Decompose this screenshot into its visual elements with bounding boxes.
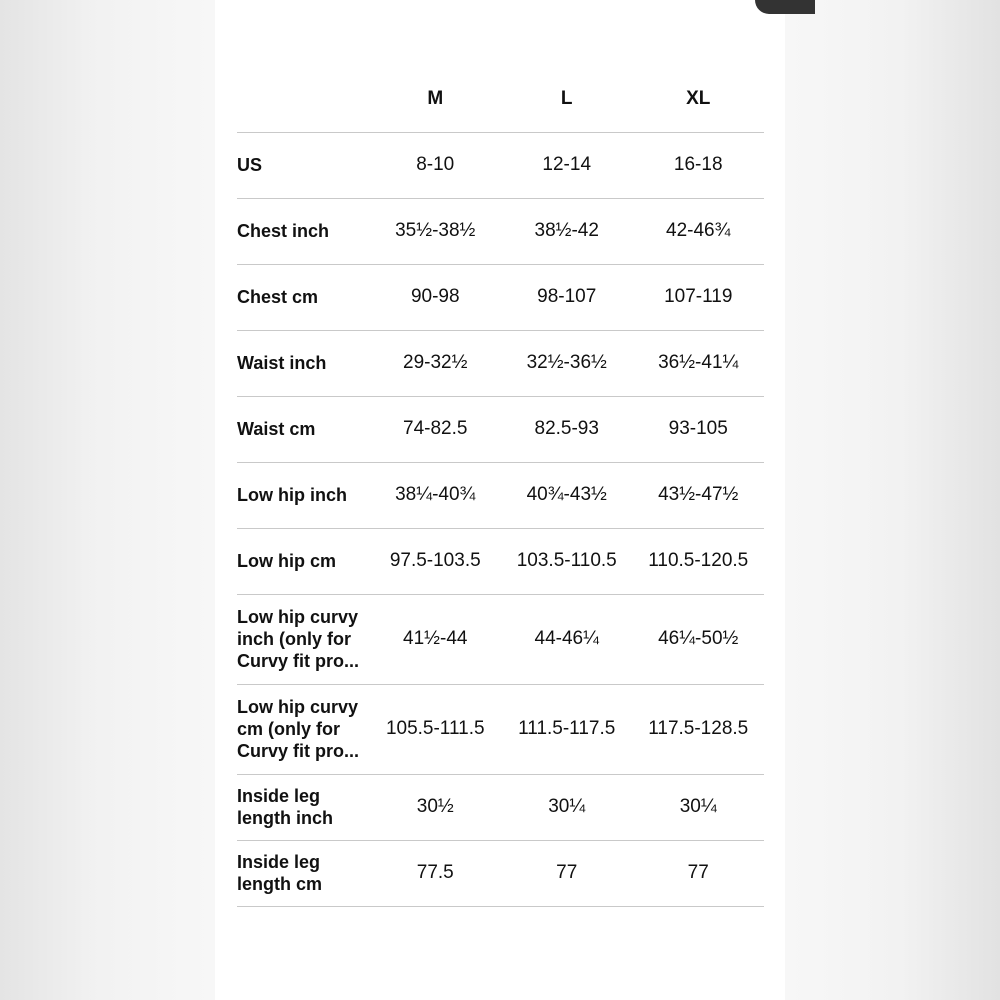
cell-m: 74-82.5 <box>370 396 501 462</box>
table-row <box>237 330 764 396</box>
cell-l: 82.5-93 <box>501 396 632 462</box>
cell-xl: 93-105 <box>632 396 764 462</box>
table-row <box>237 684 764 774</box>
cell-l: 30¼ <box>501 774 632 840</box>
cell-xl: 107-119 <box>632 264 764 330</box>
cell-m: 105.5-111.5 <box>370 684 501 774</box>
cell-m: 30½ <box>370 774 501 840</box>
size-chart-table <box>237 66 764 907</box>
table-row <box>237 396 764 462</box>
table-row <box>237 462 764 528</box>
row-label-chest-inch: Chest inch <box>237 198 370 264</box>
cell-l: 44-46¼ <box>501 594 632 684</box>
cell-l: 32½-36½ <box>501 330 632 396</box>
header-corner <box>237 66 370 132</box>
cell-l: 98-107 <box>501 264 632 330</box>
cell-m: 8-10 <box>370 132 501 198</box>
cell-l: 111.5-117.5 <box>501 684 632 774</box>
cell-xl: 46¼-50½ <box>632 594 764 684</box>
row-label-low-hip-curvy-cm: Low hip curvy cm (only for Curvy fit pro... <box>237 684 370 774</box>
cell-xl: 30¼ <box>632 774 764 840</box>
corner-tab <box>755 0 815 14</box>
cell-m: 90-98 <box>370 264 501 330</box>
table-row <box>237 528 764 594</box>
row-label-inside-leg-cm: Inside leg length cm <box>237 840 370 906</box>
header-row <box>237 66 764 132</box>
cell-l: 40¾-43½ <box>501 462 632 528</box>
row-label-waist-cm: Waist cm <box>237 396 370 462</box>
cell-m: 77.5 <box>370 840 501 906</box>
row-label-waist-inch: Waist inch <box>237 330 370 396</box>
cell-xl: 77 <box>632 840 764 906</box>
table-row <box>237 774 764 840</box>
table-row <box>237 264 764 330</box>
table-row <box>237 198 764 264</box>
cell-l: 38½-42 <box>501 198 632 264</box>
row-label-us: US <box>237 132 370 198</box>
cell-m: 29-32½ <box>370 330 501 396</box>
table-row <box>237 132 764 198</box>
cell-xl: 42-46¾ <box>632 198 764 264</box>
cell-xl: 110.5-120.5 <box>632 528 764 594</box>
row-label-chest-cm: Chest cm <box>237 264 370 330</box>
table-row <box>237 594 764 684</box>
cell-m: 97.5-103.5 <box>370 528 501 594</box>
header-size-l: L <box>501 66 632 132</box>
cell-m: 38¼-40¾ <box>370 462 501 528</box>
cell-l: 12-14 <box>501 132 632 198</box>
row-label-inside-leg-inch: Inside leg length inch <box>237 774 370 840</box>
cell-xl: 36½-41¼ <box>632 330 764 396</box>
cell-m: 35½-38½ <box>370 198 501 264</box>
header-size-m: M <box>370 66 501 132</box>
cell-l: 77 <box>501 840 632 906</box>
row-label-low-hip-inch: Low hip inch <box>237 462 370 528</box>
header-size-xl: XL <box>632 66 764 132</box>
cell-xl: 117.5-128.5 <box>632 684 764 774</box>
table-row <box>237 840 764 906</box>
row-label-low-hip-cm: Low hip cm <box>237 528 370 594</box>
cell-xl: 43½-47½ <box>632 462 764 528</box>
cell-m: 41½-44 <box>370 594 501 684</box>
cell-xl: 16-18 <box>632 132 764 198</box>
row-label-low-hip-curvy-inch: Low hip curvy inch (only for Curvy fit pro... <box>237 594 370 684</box>
cell-l: 103.5-110.5 <box>501 528 632 594</box>
